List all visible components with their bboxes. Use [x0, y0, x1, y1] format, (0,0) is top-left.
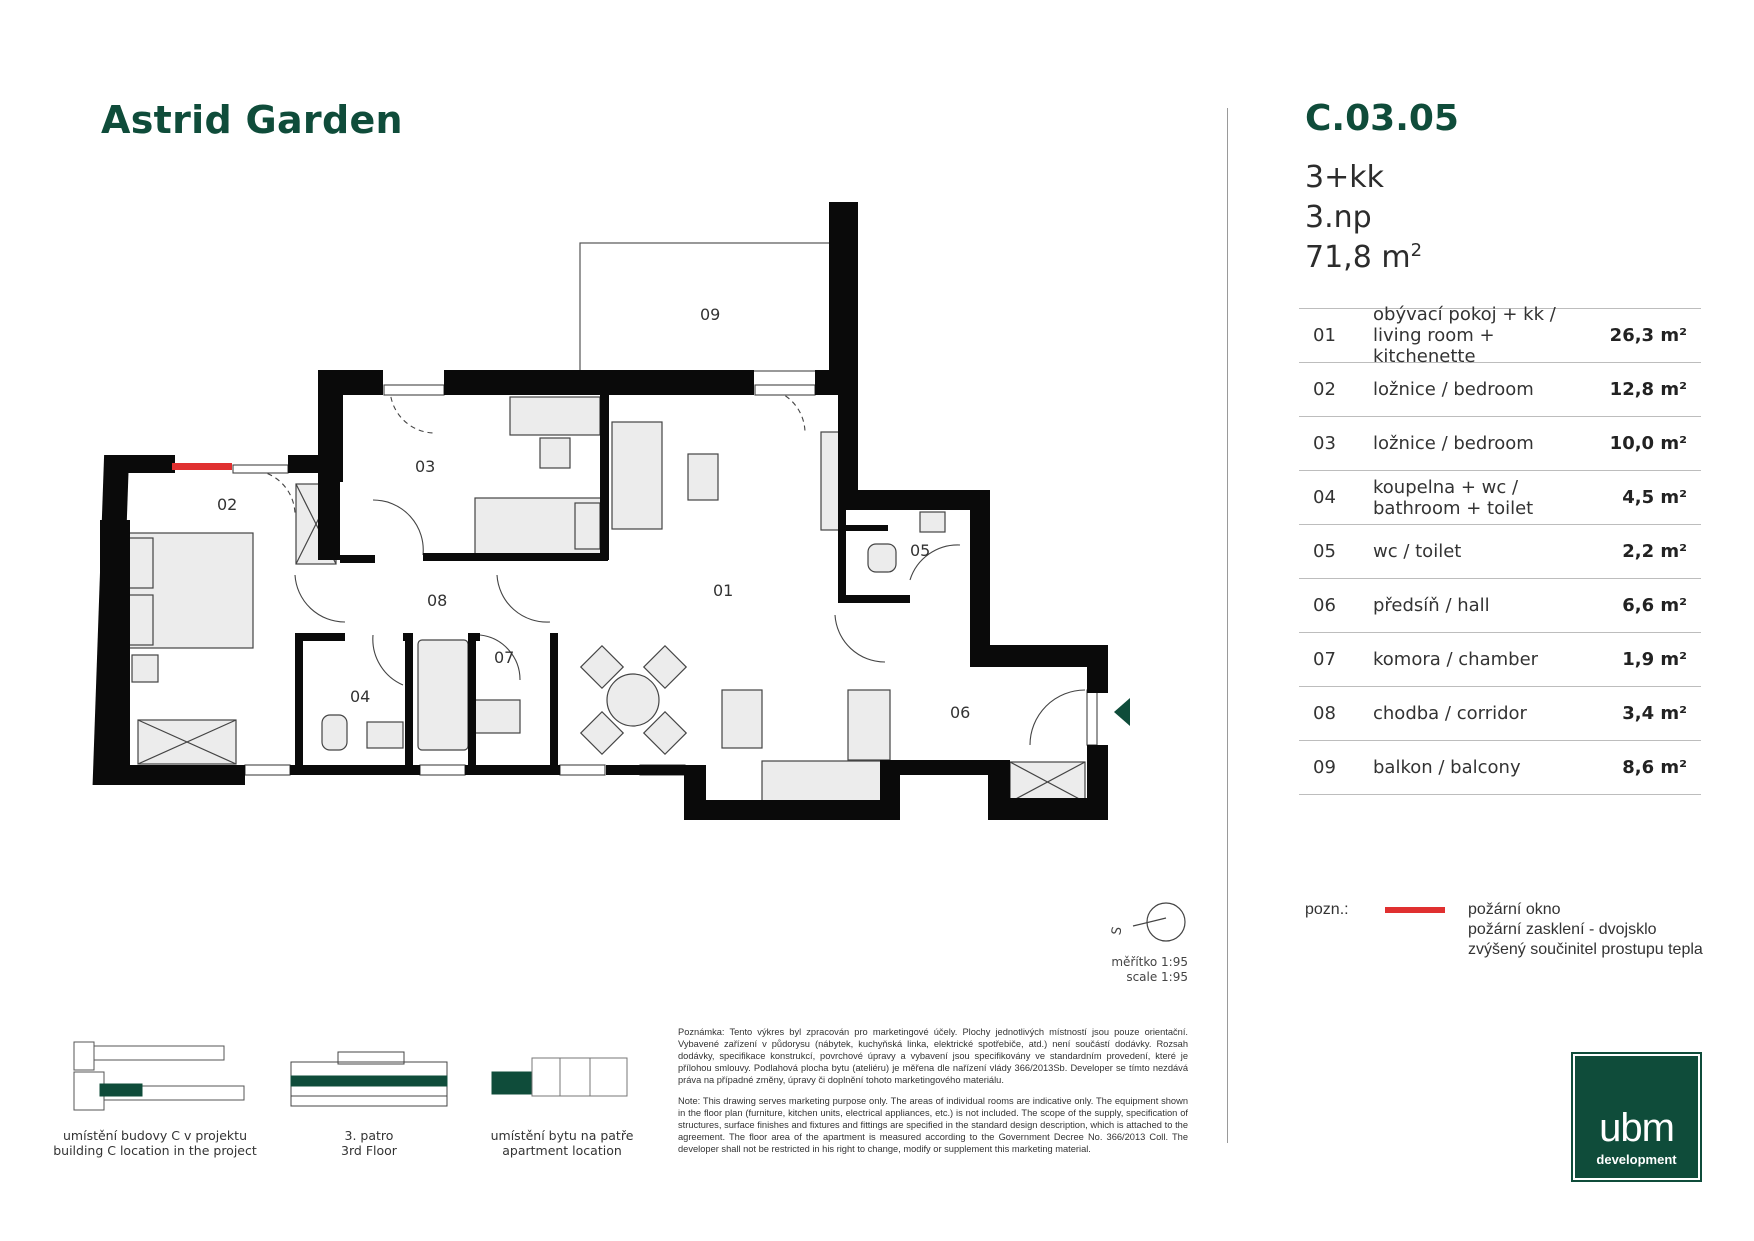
wall: [600, 395, 609, 560]
entrance-door-arc: [1030, 690, 1085, 745]
thumb-block: [74, 1042, 94, 1070]
room-name: předsíň / hall: [1373, 595, 1490, 616]
room-name: koupelna + wc / bathroom + toilet: [1373, 476, 1534, 519]
pillow: [575, 503, 600, 549]
wall: [405, 633, 413, 768]
wall: [838, 490, 846, 600]
disclaimer-cz: Poznámka: Tento výkres byl zpracován pro marketingové účely. Plochy jednotlivých místností jsou pouze orientační. Vybavené zařízení v půdorysu (nábytek, kuchyňská linka, elektrické spotřebiče, atd.) není součástí dodávky. Rozsah dodávky, specifikace konstrukcí, povrchové úpravy a vybavení jsou specifikovány ve standardním provedení, které je přílohou smlouvy. Podlahová plocha bytu (ateliéru) je měřena dle nařízení vlády 366/2013Sb. Developer se tímto nezdává práva na případné změny, úpravy či doplnění tohoto marketingového materiálu.: [678, 1027, 1188, 1085]
unit-layout: 3+kk: [1305, 160, 1384, 195]
caption-line: 3rd Floor: [341, 1143, 397, 1158]
room-name: komora / chamber: [1373, 649, 1539, 670]
logo-main-text: ubm: [1599, 1106, 1674, 1150]
nightstand: [132, 655, 158, 682]
fire-window: [172, 463, 232, 470]
room-number: 06: [1313, 595, 1336, 616]
caption-line: apartment location: [502, 1143, 622, 1158]
wall: [465, 765, 560, 775]
scale-text: [1080, 955, 1188, 985]
room-area: 1,9 m²: [1622, 649, 1687, 670]
caption-line: 3. patro: [344, 1128, 394, 1143]
wall: [838, 525, 888, 531]
wall: [550, 633, 558, 768]
room-name: ložnice / bedroom: [1373, 433, 1534, 454]
caption-line: umístění budovy C v projektu: [63, 1128, 247, 1143]
room-label-07: 07: [494, 648, 515, 667]
room-number: 09: [1313, 757, 1336, 778]
wall: [120, 765, 245, 785]
scale-cz: měřítko 1:95: [1111, 955, 1188, 969]
handbasin-05: [920, 512, 945, 532]
compass: [1109, 903, 1185, 941]
bathtub: [418, 640, 468, 750]
window: [245, 765, 290, 775]
compass-letter: S: [1109, 925, 1126, 937]
thumb-caption-apartment: [482, 1128, 642, 1158]
compass-needle: [1133, 918, 1166, 926]
wall: [100, 520, 130, 785]
room-number: 04: [1313, 487, 1336, 508]
coffee-table: [688, 454, 718, 500]
thumb-apartment-highlight: [492, 1072, 532, 1094]
fridge: [848, 690, 890, 760]
window: [1087, 690, 1097, 745]
wall: [444, 370, 484, 395]
disclaimer-en: Note: This drawing serves marketing purpose only. The areas of individual rooms are indicative only. The equipment shown in the floor plan (furniture, kitchen units, electrical appliances, etc.) is not included. The scope of the supply, specification of structures, surface finishes and fixtures and fittings are specified in the standard design description, which is attached to the agreement. The floor area of the apartment is measured according to the Government Decree No. 366/2013 Coll. The developer shall not be restricted in his right to change, modify or supplement this marketing material.: [678, 1096, 1188, 1154]
room-number: 08: [1313, 703, 1336, 724]
wall: [423, 553, 608, 561]
unit-area-superscript: 2: [1410, 240, 1423, 261]
room-label-08: 08: [427, 591, 448, 610]
thumb-highlight: [100, 1084, 142, 1096]
wall: [484, 370, 609, 395]
room-area: 2,2 m²: [1622, 541, 1687, 562]
door-arc: [295, 575, 345, 622]
wall: [318, 455, 340, 560]
wall: [468, 633, 476, 768]
thumb-block: [94, 1046, 224, 1060]
room-name: chodba / corridor: [1373, 703, 1527, 724]
unit-code: C.03.05: [1305, 98, 1459, 139]
room-name: obývací pokoj + kk / living room + kitchenette: [1373, 304, 1556, 367]
toilet-05: [868, 544, 896, 572]
legend-line: požární zasklení - dvojsklo: [1468, 921, 1657, 938]
thumbnail-floor: [291, 1052, 447, 1106]
legend-line: požární okno: [1468, 901, 1561, 918]
window: [233, 465, 288, 473]
thumb-plan: [532, 1058, 627, 1096]
wall: [893, 760, 1010, 775]
room-area: 3,4 m²: [1622, 703, 1687, 724]
wall: [609, 370, 754, 395]
wall: [340, 555, 375, 563]
wall: [684, 800, 900, 820]
chair: [540, 438, 570, 468]
sofa: [612, 422, 662, 529]
wall: [970, 490, 990, 650]
project-title: Astrid Garden: [101, 98, 403, 142]
entrance-arrow-icon: [1114, 698, 1130, 726]
kitchen-counter: [762, 761, 892, 805]
compass-circle: [1147, 903, 1185, 941]
door-arc: [373, 500, 423, 555]
wall: [295, 633, 303, 768]
room-area: 4,5 m²: [1622, 487, 1687, 508]
wall: [468, 633, 480, 641]
thumb-caption-floor: [310, 1128, 428, 1158]
room-name: ložnice / bedroom: [1373, 379, 1534, 400]
door-arc: [497, 575, 550, 622]
unit-area-value: 71,8 m: [1305, 240, 1411, 275]
room-label-02: 02: [217, 495, 238, 514]
room-number: 07: [1313, 649, 1336, 670]
wall: [295, 633, 345, 641]
washbasin: [367, 722, 403, 748]
logo-sub-text: development: [1596, 1152, 1677, 1167]
wall: [838, 595, 910, 603]
room-area: 8,6 m²: [1622, 757, 1687, 778]
room-name: wc / toilet: [1373, 541, 1462, 562]
wall: [1087, 645, 1108, 693]
room-label-04: 04: [350, 687, 371, 706]
washing-machine: [475, 700, 520, 733]
room-number: 03: [1313, 433, 1336, 454]
caption-line: umístění bytu na patře: [490, 1128, 634, 1143]
wall: [120, 455, 175, 473]
ubm-logo: [1573, 1054, 1700, 1180]
room-label-06: 06: [950, 703, 971, 722]
room-number: 02: [1313, 379, 1336, 400]
thumb-caption-site: [52, 1128, 258, 1158]
window: [420, 765, 465, 775]
caption-line: building C location in the project: [53, 1143, 257, 1158]
room-area: 26,3 m²: [1609, 325, 1687, 346]
wall: [606, 765, 706, 775]
legend-label: pozn.:: [1305, 901, 1349, 918]
room-label-09: 09: [700, 305, 721, 324]
room-name: balkon / balcony: [1373, 757, 1521, 778]
room-number: 05: [1313, 541, 1336, 562]
room-area: 12,8 m²: [1609, 379, 1687, 400]
desk: [510, 397, 600, 435]
door-arc: [373, 635, 403, 685]
wall: [838, 370, 858, 492]
unit-floor: 3.np: [1305, 200, 1372, 235]
wall: [829, 202, 858, 394]
window: [755, 385, 815, 395]
door-swing: [250, 470, 295, 515]
cooktop: [722, 690, 762, 748]
scale-en: scale 1:95: [1126, 970, 1188, 984]
thumb-floor-highlight: [291, 1076, 447, 1086]
door-arc: [835, 615, 885, 662]
window: [384, 385, 444, 395]
room-number: 01: [1313, 325, 1336, 346]
disclaimer: [678, 1026, 1188, 1164]
window: [560, 765, 605, 775]
room-area: 10,0 m²: [1609, 433, 1687, 454]
wall: [290, 765, 420, 775]
room-label-05: 05: [910, 541, 931, 560]
room-label-03: 03: [415, 457, 436, 476]
thumbnail-site: [74, 1042, 244, 1110]
toilet-04: [322, 715, 347, 750]
wall: [838, 490, 990, 510]
room-area: 6,6 m²: [1622, 595, 1687, 616]
thumbnail-apartment: [492, 1058, 627, 1096]
room-label-01: 01: [713, 581, 734, 600]
dining-table: [607, 674, 659, 726]
legend-line: zvýšený součinitel prostupu tepla: [1468, 941, 1703, 958]
